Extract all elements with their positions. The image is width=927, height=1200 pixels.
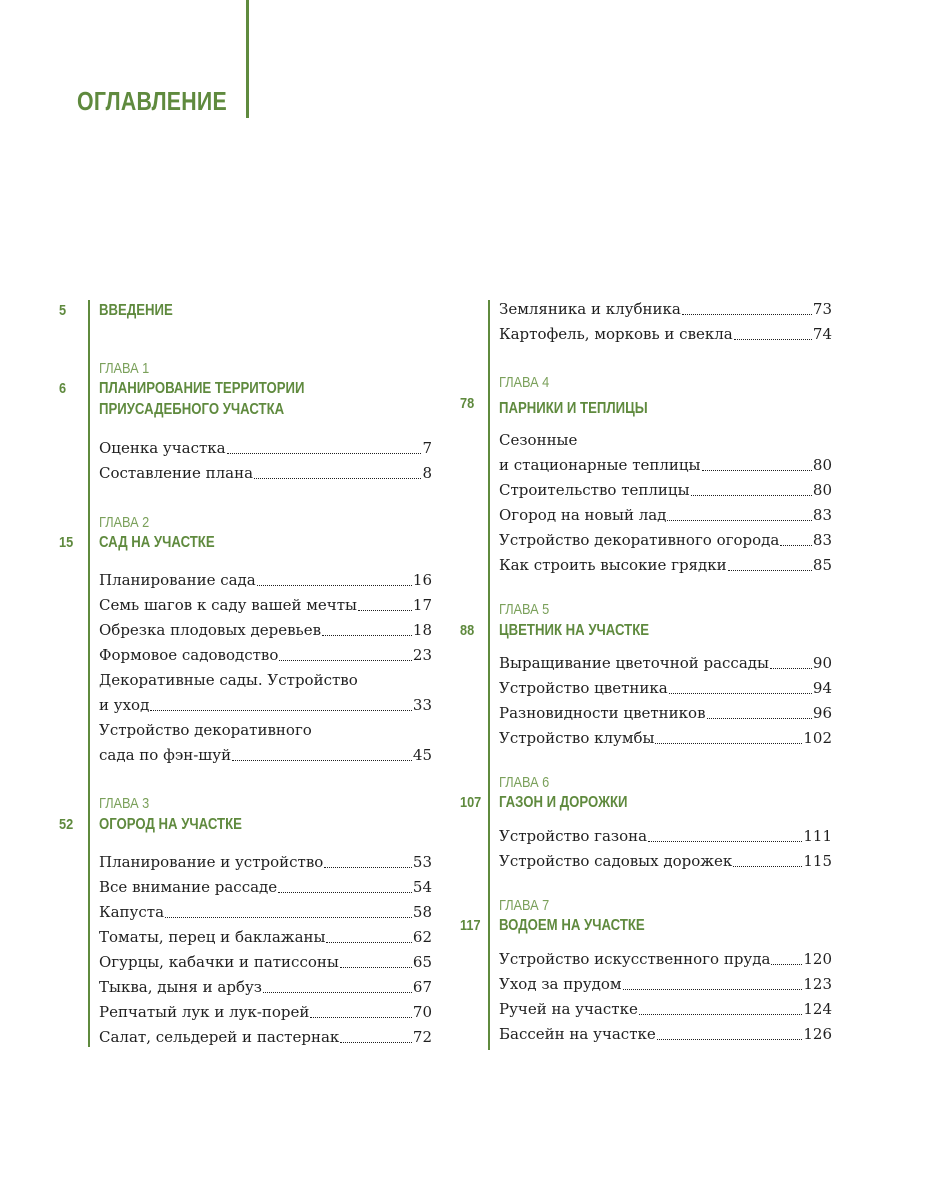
- chapter-4-label: ГЛАВА 4: [499, 374, 550, 391]
- top-divider-line: [246, 0, 249, 118]
- toc-entry-page: 83: [812, 531, 832, 549]
- dot-leader: [639, 1014, 803, 1015]
- toc-entry-page: 8: [422, 464, 432, 482]
- toc-entry[interactable]: [99, 743, 432, 768]
- toc-entry-title: Картофель, морковь и свекла: [499, 325, 733, 343]
- dot-leader: [254, 478, 421, 479]
- dot-leader: [728, 570, 812, 571]
- toc-entry-page: 17: [412, 596, 432, 614]
- dot-leader: [326, 942, 411, 943]
- dot-leader: [358, 610, 412, 611]
- chapter-6-title[interactable]: ГАЗОН И ДОРОЖКИ: [499, 794, 628, 811]
- chapter-1-label: ГЛАВА 1: [99, 360, 150, 377]
- dot-leader: [340, 1042, 412, 1043]
- dot-leader: [657, 1039, 803, 1040]
- dot-leader: [310, 1017, 412, 1018]
- toc-entry-title: Устройство искусственного пруда: [499, 950, 771, 968]
- dot-leader: [257, 585, 412, 586]
- toc-entry[interactable]: [99, 643, 432, 668]
- chapter-7-title[interactable]: ВОДОЕМ НА УЧАСТКЕ: [499, 917, 645, 934]
- dot-leader: [322, 635, 412, 636]
- chapter-2-label: ГЛАВА 2: [99, 514, 150, 531]
- dot-leader: [648, 841, 802, 842]
- toc-entry-title: Огород на новый лад: [499, 506, 667, 524]
- chapter-4-page-number[interactable]: 78: [460, 395, 475, 412]
- dot-leader: [702, 470, 812, 471]
- toc-entry-title: Огурцы, кабачки и патиссоны: [99, 953, 339, 971]
- chapter-4-title[interactable]: ПАРНИКИ И ТЕПЛИЦЫ: [499, 400, 648, 417]
- toc-entry-title: Репчатый лук и лук-порей: [99, 1003, 310, 1021]
- chapter-5-label: ГЛАВА 5: [499, 601, 550, 618]
- toc-entry-title: Семь шагов к саду вашей мечты: [99, 596, 357, 614]
- toc-entry[interactable]: [99, 900, 432, 925]
- toc-entry-page: 58: [412, 903, 432, 921]
- chapter-3-page-number[interactable]: 52: [59, 816, 74, 833]
- toc-entry[interactable]: [499, 676, 832, 701]
- dot-leader: [667, 520, 811, 521]
- toc-entry-title: Составление плана: [99, 464, 254, 482]
- toc-entry-title: Уход за прудом: [499, 975, 622, 993]
- toc-entry-title: Как строить высокие грядки: [499, 556, 727, 574]
- toc-entry-page: 111: [803, 827, 832, 845]
- chapter-5-title[interactable]: ЦВЕТНИК НА УЧАСТКЕ: [499, 622, 650, 639]
- toc-entry-page: 123: [803, 975, 832, 993]
- toc-entry-title: Устройство клумбы: [499, 729, 655, 747]
- dot-leader: [707, 718, 812, 719]
- toc-entry[interactable]: [99, 850, 432, 875]
- toc-entry[interactable]: [499, 997, 832, 1022]
- toc-entry[interactable]: [499, 478, 832, 503]
- toc-entry[interactable]: [99, 950, 432, 975]
- toc-entry-title: Томаты, перец и баклажаны: [99, 928, 326, 946]
- chapter-6-label: ГЛАВА 6: [499, 774, 550, 791]
- toc-entry-page: 120: [803, 950, 832, 968]
- toc-entry[interactable]: [99, 618, 432, 643]
- toc-entry-page: 67: [412, 978, 432, 996]
- toc-entry[interactable]: [499, 553, 832, 578]
- toc-entry[interactable]: [99, 1025, 432, 1050]
- toc-entry[interactable]: [99, 461, 432, 486]
- toc-entry-page: 80: [812, 481, 832, 499]
- toc-entry[interactable]: [499, 528, 832, 553]
- chapter-6-page-number[interactable]: 107: [460, 794, 482, 811]
- toc-entry-page: 7: [422, 439, 432, 457]
- dot-leader: [733, 866, 802, 867]
- toc-entry-page: 73: [812, 300, 832, 318]
- dot-leader: [734, 339, 812, 340]
- toc-entry-page: 74: [812, 325, 832, 343]
- toc-entry-page: 53: [412, 853, 432, 871]
- chapter-1-title-line-2[interactable]: ПРИУСАДЕБНОГО УЧАСТКА: [99, 401, 285, 418]
- toc-entry-title: Земляника и клубника: [499, 300, 681, 318]
- toc-entry-title: Устройство газона: [499, 827, 648, 845]
- toc-entry-page: 94: [812, 679, 832, 697]
- toc-entry-page: 124: [803, 1000, 832, 1018]
- dot-leader: [227, 453, 422, 454]
- toc-entry-title: Тыква, дыня и арбуз: [99, 978, 262, 996]
- page-title: ОГЛАВЛЕНИЕ: [77, 86, 227, 116]
- chapter-3-title[interactable]: ОГОРОД НА УЧАСТКЕ: [99, 816, 242, 833]
- dot-leader: [150, 710, 412, 711]
- toc-entry-page: 90: [812, 654, 832, 672]
- dot-leader: [770, 668, 812, 669]
- toc-entry[interactable]: [499, 453, 832, 478]
- dot-leader: [279, 660, 412, 661]
- toc-entry[interactable]: [499, 322, 832, 347]
- toc-entry-page: 62: [412, 928, 432, 946]
- toc-entry[interactable]: [499, 726, 832, 751]
- dot-leader: [232, 760, 412, 761]
- toc-entry-page: 72: [412, 1028, 432, 1046]
- chapter-1-title-line-1[interactable]: ПЛАНИРОВАНИЕ ТЕРРИТОРИИ: [99, 380, 305, 397]
- toc-entry[interactable]: [499, 849, 832, 874]
- toc-entry-title: Строительство теплицы: [499, 481, 690, 499]
- toc-entry-page: 54: [412, 878, 432, 896]
- toc-entry[interactable]: [99, 875, 432, 900]
- toc-entry[interactable]: [99, 568, 432, 593]
- chapter-5-page-number[interactable]: 88: [460, 622, 475, 639]
- toc-entry-page: 115: [803, 852, 832, 870]
- toc-entry[interactable]: [499, 503, 832, 528]
- toc-entry-page: 80: [812, 456, 832, 474]
- dot-leader: [655, 743, 802, 744]
- toc-entry-page: 18: [412, 621, 432, 639]
- toc-entry-title: Разновидности цветников: [499, 704, 706, 722]
- dot-leader: [278, 892, 412, 893]
- toc-entry[interactable]: [99, 593, 432, 618]
- toc-entry-page: 33: [412, 696, 432, 714]
- toc-entry-title: сада по фэн-шуй: [99, 746, 232, 764]
- toc-entry-first-line[interactable]: Декоративные сады. Устройство: [99, 671, 358, 689]
- toc-entry[interactable]: [499, 701, 832, 726]
- toc-entry[interactable]: [499, 1022, 832, 1047]
- dot-leader: [263, 992, 412, 993]
- toc-entry[interactable]: [499, 947, 832, 972]
- toc-entry-first-line[interactable]: Сезонные: [499, 431, 578, 449]
- dot-leader: [324, 867, 412, 868]
- chapter-1-page-number[interactable]: 6: [59, 380, 67, 397]
- toc-entry[interactable]: [99, 925, 432, 950]
- toc-entry-page: 23: [412, 646, 432, 664]
- intro-title[interactable]: ВВЕДЕНИЕ: [99, 302, 173, 319]
- chapter-7-label: ГЛАВА 7: [499, 897, 550, 914]
- dot-leader: [623, 989, 803, 990]
- toc-entry[interactable]: [499, 972, 832, 997]
- toc-entry-page: 102: [803, 729, 832, 747]
- dot-leader: [780, 545, 812, 546]
- toc-entry-title: Устройство садовых дорожек: [499, 852, 733, 870]
- intro-page-number[interactable]: 5: [59, 302, 67, 319]
- chapter-2-title[interactable]: САД НА УЧАСТКЕ: [99, 534, 215, 551]
- right-column-rule: [488, 300, 490, 1050]
- toc-entry-title: Формовое садоводство: [99, 646, 279, 664]
- toc-entry[interactable]: [99, 693, 432, 718]
- toc-entry-title: Бассейн на участке: [499, 1025, 656, 1043]
- toc-entry-title: Планирование сада: [99, 571, 256, 589]
- toc-entry-title: Все внимание рассаде: [99, 878, 278, 896]
- toc-entry-page: 16: [412, 571, 432, 589]
- toc-entry[interactable]: [499, 297, 832, 322]
- toc-entry-title: и уход: [99, 696, 150, 714]
- toc-entry-title: и стационарные теплицы: [499, 456, 701, 474]
- toc-entry-title: Ручей на участке: [499, 1000, 638, 1018]
- toc-entry[interactable]: [99, 436, 432, 461]
- toc-entry-title: Салат, сельдерей и пастернак: [99, 1028, 340, 1046]
- dot-leader: [771, 964, 802, 965]
- toc-entry-page: 96: [812, 704, 832, 722]
- left-column-rule: [88, 300, 90, 1047]
- toc-entry-title: Выращивание цветочной рассады: [499, 654, 769, 672]
- toc-entry-page: 85: [812, 556, 832, 574]
- chapter-2-page-number[interactable]: 15: [59, 534, 74, 551]
- toc-entry-page: 65: [412, 953, 432, 971]
- dot-leader: [682, 314, 812, 315]
- toc-entry[interactable]: [99, 975, 432, 1000]
- toc-entry-title: Обрезка плодовых деревьев: [99, 621, 322, 639]
- chapter-7-page-number[interactable]: 117: [460, 917, 481, 934]
- dot-leader: [669, 693, 812, 694]
- toc-entry-page: 45: [412, 746, 432, 764]
- toc-entry-page: 83: [812, 506, 832, 524]
- dot-leader: [340, 967, 412, 968]
- toc-entry-title: Капуста: [99, 903, 165, 921]
- toc-entry-title: Устройство цветника: [499, 679, 668, 697]
- toc-entry[interactable]: [99, 1000, 432, 1025]
- toc-entry-page: 70: [412, 1003, 432, 1021]
- toc-entry-first-line[interactable]: Устройство декоративного: [99, 721, 312, 739]
- toc-entry[interactable]: [499, 824, 832, 849]
- toc-entry-title: Оценка участка: [99, 439, 226, 457]
- toc-entry-title: Устройство декоративного огорода: [499, 531, 780, 549]
- chapter-3-label: ГЛАВА 3: [99, 795, 150, 812]
- toc-entry[interactable]: [499, 651, 832, 676]
- dot-leader: [165, 917, 412, 918]
- toc-entry-title: Планирование и устройство: [99, 853, 324, 871]
- dot-leader: [691, 495, 812, 496]
- toc-entry-page: 126: [803, 1025, 832, 1043]
